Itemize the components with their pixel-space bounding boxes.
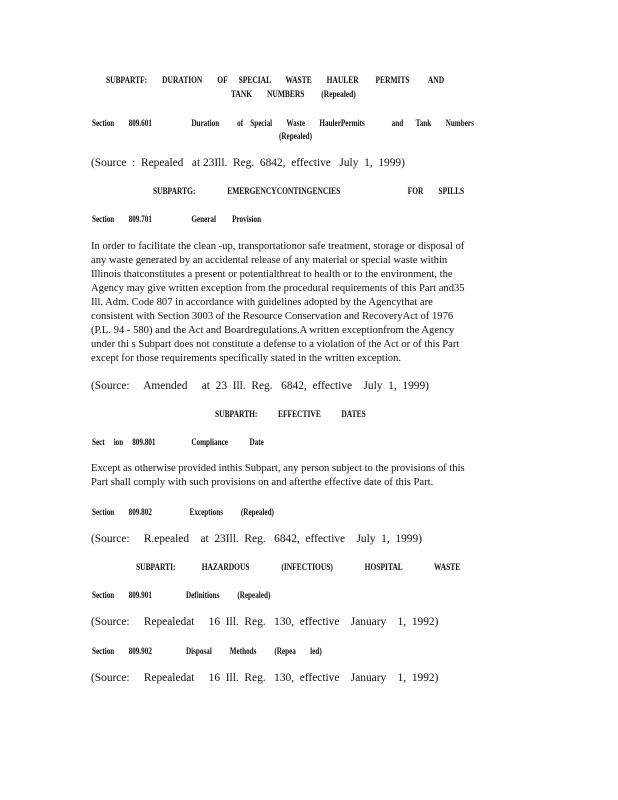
subpart-g-heading: SUBPARTG: EMERGENCYCONTINGENCIES FOR SPILLS [153,186,465,197]
paragraph-line: Illinois thatconstitutes a present or potentialthreat to health or to the environment, the [91,269,453,280]
source-note-802: (Source: R.epealed at 23Ill. Reg. 6842, effective July 1, 1999) [91,533,422,545]
source-note-901: (Source: Repealedat 16 Ill. Reg. 130, effective January 1, 1992) [91,616,439,628]
paragraph-line: (P.L. 94 - 580) and the Act and Boardregulations.A written exceptionfrom the Agency [91,325,455,336]
subpart-h-heading: SUBPARTH: EFFECTIVE DATES [215,409,366,420]
paragraph-line: any waste generated by an accidental release of any material or special waste within [91,255,448,266]
section-809-901-title: Section 809.901 Definitions (Repealed) [92,590,271,600]
paragraph-line: Except as otherwise provided inthis Subpart, any person subject to the provisions of this [91,463,465,474]
paragraph-line: Agency may give written exception from the procedural requirements of this Part and35 [91,283,465,294]
paragraph-line: under thi s Subpart does not constitute a defense to a violation of the Act or of this Part [91,339,460,350]
section-809-902-title: Section 809.902 Disposal Methods (Repea led) [92,646,322,656]
source-note-701: (Source: Amended at 23 Ill. Reg. 6842, effective July 1, 1999) [91,380,429,392]
subpart-f-heading-line2: TANK NUMBERS (Repealed) [231,89,356,100]
paragraph-line: In order to facilitate the clean -up, transportationor safe treatment, storage or disposal of [91,241,465,252]
section-809-801-title: Sect ion 809.801 Compliance Date [92,437,264,447]
paragraph-line: Part shall comply with such provisions on and afterthe effective date of this Part. [91,477,434,488]
paragraph-line: except for those requirements specifically stated in the written exception. [91,353,402,364]
section-809-601-status: (Repealed) [279,131,313,141]
subpart-i-heading: SUBPARTI: HAZARDOUS (INFECTIOUS) HOSPITAL WASTE [136,562,461,573]
paragraph-line: consistent with Section 3003 of the Resource Conservation and RecoveryAct of 1976 [91,311,454,322]
section-809-801-paragraph [91,462,514,490]
source-note-902: (Source: Repealedat 16 Ill. Reg. 130, effective January 1, 1992) [91,672,439,684]
section-809-701-title: Section 809.701 General Provision [92,214,262,224]
section-809-701-paragraph [91,240,514,366]
subpart-f-heading-line1: SUBPARTF: DURATION OF SPECIAL WASTE HAULER PERMITS AND [106,75,445,86]
paragraph-line: Ill. Adm. Code 807 in accordance with guidelines adopted by the Agencythat are [91,297,433,308]
source-note-601: (Source : Repealed at 23Ill. Reg. 6842, effective July 1, 1999) [91,157,405,169]
section-809-601-title: Section 809.601 Duration of Special Waste HaulerPermits and Tank Numbers [92,118,474,128]
section-809-802-title: Section 809.802 Exceptions (Repealed) [92,507,274,517]
